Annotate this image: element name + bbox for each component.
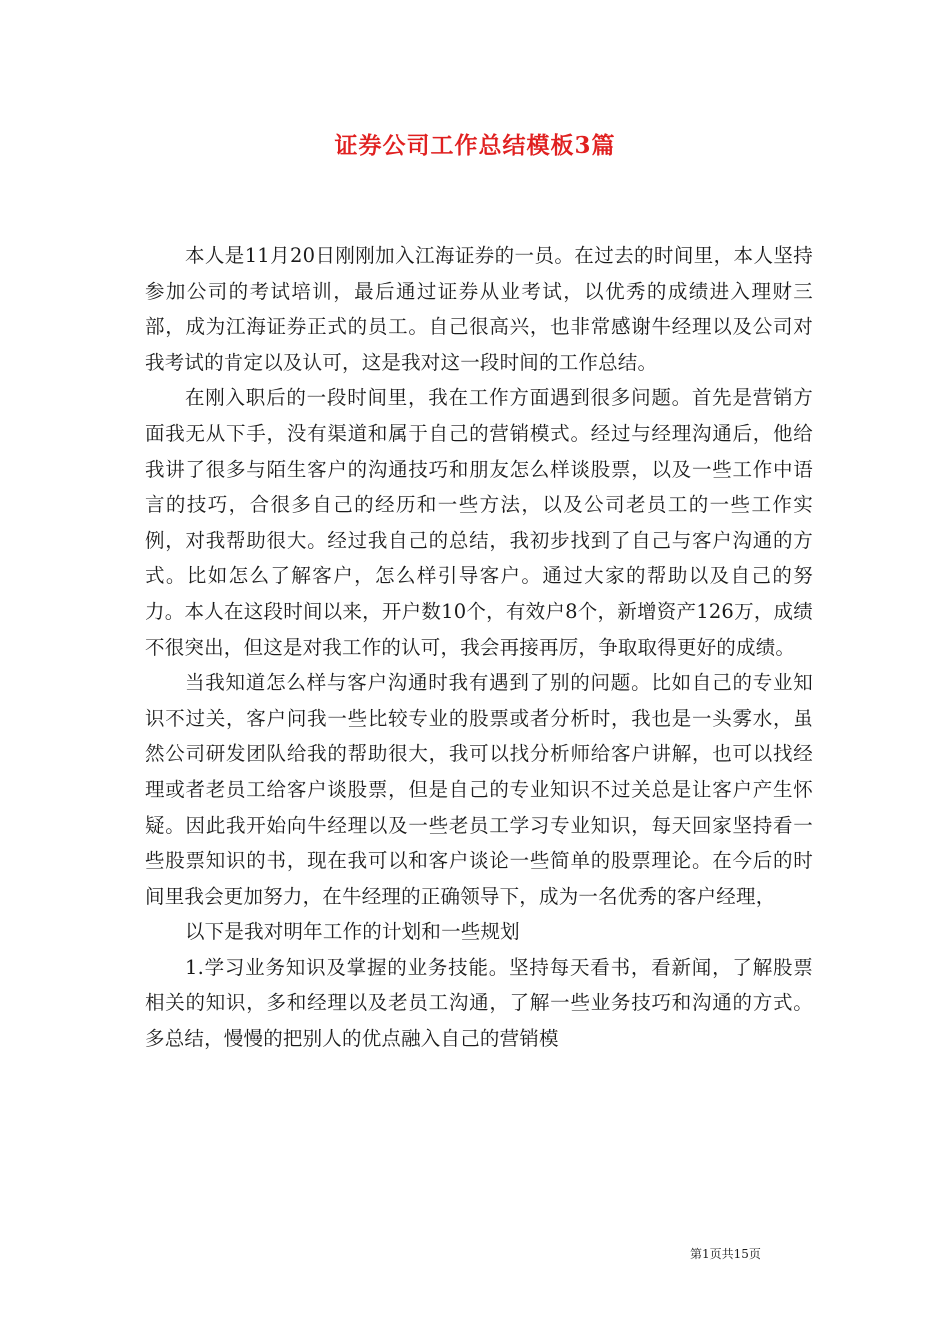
paragraph-professional-knowledge: 当我知道怎么样与客户沟通时我有遇到了别的问题。比如自己的专业知识不过关，客户问我一些比较专业的股票或者分析时，我也是一头雾水，虽然公司研发团队给我的帮助很大，我可以找分析师给客户讲解，也可以找经理或者老员工给客户谈股票，但是自己的专业知识不过关总是让客户产生怀疑。因此我开始向牛经理以及一些老员工学习专业知识，每天回家坚持看一些股票知识的书，现在我可以和客户谈论一些简单的股票理论。在今后的时间里我会更加努力，在牛经理的正确领导下，成为一名优秀的客户经理， bbox=[145, 671, 813, 908]
page-number-footer: 第1页共15页 bbox=[690, 1247, 761, 1261]
document-body bbox=[145, 238, 813, 1057]
paragraph-plan-heading: 以下是我对明年工作的计划和一些规划 bbox=[184, 920, 520, 944]
document-title: 证券公司工作总结模板3篇 bbox=[334, 132, 616, 159]
paragraph-intro: 本人是11月20日刚刚加入江海证券的一员。在过去的时间里，本人坚持参加公司的考试培训，最后通过证券从业考试，以优秀的成绩进入理财三部，成为江海证券正式的员工。自己很高兴，也非常感谢牛经理以及公司对我考试的肯定以及认可，这是我对这一段时间的工作总结。 bbox=[145, 244, 813, 374]
paragraph-plan-item-1: 1.学习业务知识及掌握的业务技能。坚持每天看书，看新闻，了解股票相关的知识，多和经理以及老员工沟通，了解一些业务技巧和沟通的方式。多总结，慢慢的把别人的优点融入自己的营销模 bbox=[145, 955, 813, 1051]
paragraph-early-challenges: 在刚入职后的一段时间里，我在工作方面遇到很多问题。首先是营销方面我无从下手，没有渠道和属于自己的营销模式。经过与经理沟通后，他给我讲了很多与陌生客户的沟通技巧和朋友怎么样谈股票，以及一些工作中语言的技巧，合很多自己的经历和一些方法，以及公司老员工的一些工作实例，对我帮助很大。经过我自己的总结，我初步找到了自己与客户沟通的方式。比如怎么了解客户，怎么样引导客户。通过大家的帮助以及自己的努力。本人在这段时间以来，开户数10个，有效户8个，新增资产126万，成绩不很突出，但这是对我工作的认可，我会再接再厉，争取取得更好的成绩。 bbox=[145, 386, 813, 659]
